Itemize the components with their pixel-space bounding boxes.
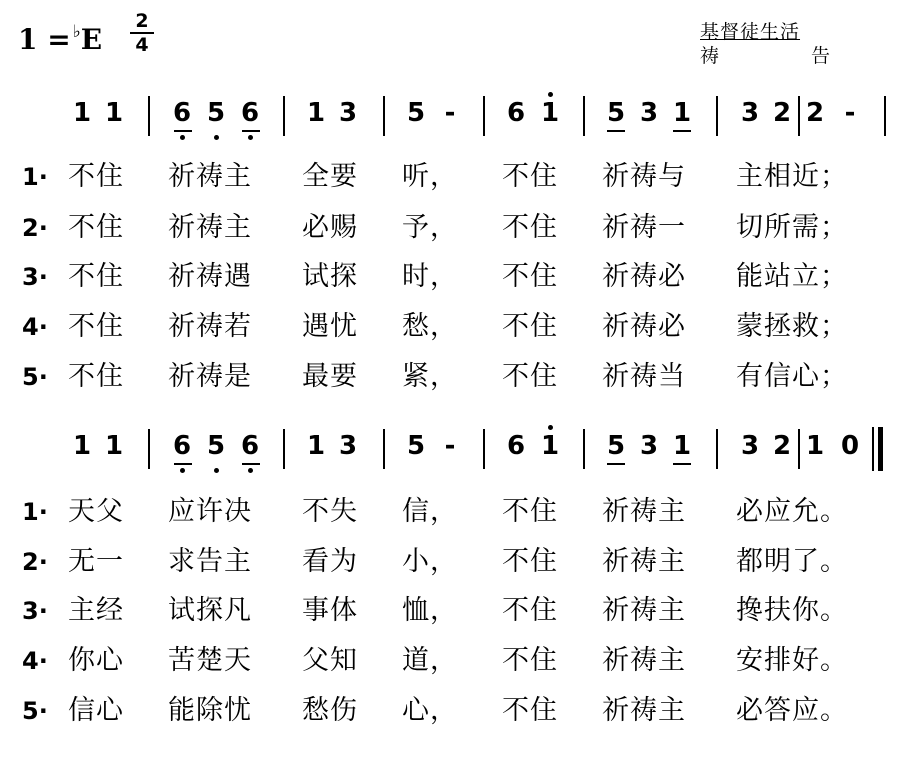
lyric-phrase: 必赐 [302, 212, 358, 243]
lyric-phrase: 祈祷当 [602, 361, 686, 392]
note: 6 [240, 98, 260, 128]
dash: - [444, 431, 456, 461]
underline [174, 130, 192, 132]
note: 3 [740, 98, 760, 128]
lyric-phrase: 祈祷主 [168, 212, 252, 243]
note: 1 [672, 431, 692, 461]
lyric-phrase: 祈祷与 [602, 161, 686, 192]
note: 5 [606, 98, 626, 128]
note: 2 [805, 98, 825, 128]
note: 3 [740, 431, 760, 461]
lyric-phrase: 求告主 [168, 546, 252, 577]
note: 1 [104, 98, 124, 128]
lyric-phrase: 苦楚天 [168, 645, 252, 676]
lyric-phrase: 必答应。 [736, 695, 848, 726]
lyric-phrase: 天父 [68, 496, 124, 527]
lyric-phrase: 心， [402, 695, 458, 726]
underline [242, 463, 260, 465]
lyric-phrase: 愁， [402, 311, 458, 342]
lyric-phrase: 安排好。 [736, 645, 848, 676]
lyric-phrase: 祈祷主 [168, 161, 252, 192]
bar-line [148, 96, 150, 136]
lyric-phrase: 不住 [502, 361, 558, 392]
note: 6 [506, 431, 526, 461]
lyric-phrase: 信， [402, 496, 458, 527]
note: 3 [338, 431, 358, 461]
time-signature [130, 10, 154, 56]
bar-line [483, 429, 485, 469]
low-octave-dot [180, 468, 185, 473]
note: 1 [306, 98, 326, 128]
verse-number: 5· [22, 697, 48, 725]
verse-number: 3· [22, 597, 48, 625]
lyric-phrase: 不住 [68, 361, 124, 392]
note: 5 [206, 431, 226, 461]
lyric-phrase: 祈祷主 [602, 695, 686, 726]
dash: - [444, 98, 456, 128]
source-title: 基督徒生活 [700, 21, 801, 43]
lyric-phrase: 祈祷必 [602, 311, 686, 342]
bar-line [283, 96, 285, 136]
verse-number: 3· [22, 263, 48, 291]
underline [242, 130, 260, 132]
lyric-phrase: 你心 [68, 645, 124, 676]
note: 5 [406, 431, 426, 461]
lyric-phrase: 不住 [68, 161, 124, 192]
lyric-phrase: 都明了。 [736, 546, 848, 577]
bar-line [383, 96, 385, 136]
bar-line [884, 96, 886, 136]
bar-line [716, 96, 718, 136]
lyric-phrase: 主相近； [736, 161, 848, 192]
high-octave-dot [548, 425, 553, 430]
lyric-phrase: 能除忧 [168, 695, 252, 726]
verse-number: 4· [22, 313, 48, 341]
low-octave-dot [248, 468, 253, 473]
lyric-phrase: 必应允。 [736, 496, 848, 527]
bar-line [583, 96, 585, 136]
lyric-phrase: 祈祷主 [602, 496, 686, 527]
bar-line [148, 429, 150, 469]
final-bar-thin [872, 427, 874, 471]
lyric-phrase: 不住 [502, 546, 558, 577]
low-octave-dot [180, 135, 185, 140]
lyric-phrase: 紧， [402, 361, 458, 392]
note: 6 [172, 98, 192, 128]
lyric-phrase: 试探凡 [168, 595, 252, 626]
bar-line [583, 429, 585, 469]
note: 3 [639, 431, 659, 461]
bar-line [798, 429, 800, 469]
lyric-phrase: 不住 [502, 161, 558, 192]
low-octave-dot [214, 135, 219, 140]
lyric-phrase: 祈祷主 [602, 546, 686, 577]
note: 3 [338, 98, 358, 128]
low-octave-dot [214, 468, 219, 473]
lyric-phrase: 予， [402, 212, 458, 243]
bar-line [383, 429, 385, 469]
lyric-phrase: 祈祷是 [168, 361, 252, 392]
lyric-phrase: 全要 [302, 161, 358, 192]
verse-number: 1· [22, 163, 48, 191]
lyric-phrase: 不住 [68, 261, 124, 292]
lyric-phrase: 事体 [302, 595, 358, 626]
lyric-phrase: 愁伤 [302, 695, 358, 726]
high-octave-dot [548, 92, 553, 97]
bar-line [716, 429, 718, 469]
lyric-phrase: 无一 [68, 546, 124, 577]
lyric-phrase: 小， [402, 546, 458, 577]
lyric-phrase: 蒙拯救； [736, 311, 848, 342]
note: 0 [840, 431, 860, 461]
note: 1 [672, 98, 692, 128]
flat-sign: ♭ [72, 22, 81, 42]
lyric-phrase: 不住 [68, 311, 124, 342]
lyric-phrase: 能站立； [736, 261, 848, 292]
underline [174, 463, 192, 465]
lyric-phrase: 恤， [402, 595, 458, 626]
note: 5 [206, 98, 226, 128]
note: 1 [540, 431, 560, 461]
lyric-phrase: 祈祷若 [168, 311, 252, 342]
lyric-phrase: 有信心； [736, 361, 848, 392]
note: 1 [104, 431, 124, 461]
verse-number: 2· [22, 214, 48, 242]
underline [673, 130, 691, 132]
time-denominator: 4 [135, 34, 149, 56]
lyric-phrase: 不住 [502, 212, 558, 243]
lyric-phrase: 应许决 [168, 496, 252, 527]
lyric-phrase: 道， [402, 645, 458, 676]
lyric-phrase: 搀扶你。 [736, 595, 848, 626]
lyric-phrase: 祈祷主 [602, 645, 686, 676]
key-prefix: 1 = [18, 23, 71, 56]
bar-line [283, 429, 285, 469]
lyric-phrase: 试探 [302, 261, 358, 292]
note: 1 [72, 431, 92, 461]
lyric-phrase: 祈祷一 [602, 212, 686, 243]
lyric-phrase: 听， [402, 161, 458, 192]
key-signature [18, 12, 102, 60]
final-bar-thick [878, 427, 883, 471]
note: 1 [306, 431, 326, 461]
note: 2 [772, 98, 792, 128]
low-octave-dot [248, 135, 253, 140]
lyric-phrase: 不住 [502, 496, 558, 527]
lyric-phrase: 看为 [302, 546, 358, 577]
dash: - [844, 98, 856, 128]
lyric-phrase: 不住 [68, 212, 124, 243]
note: 6 [240, 431, 260, 461]
key-letter: E [80, 23, 103, 56]
note: 6 [172, 431, 192, 461]
lyric-phrase: 祈祷必 [602, 261, 686, 292]
lyric-phrase: 信心 [68, 695, 124, 726]
lyric-phrase: 时， [402, 261, 458, 292]
lyric-phrase: 父知 [302, 645, 358, 676]
verse-number: 2· [22, 548, 48, 576]
note: 1 [540, 98, 560, 128]
lyric-phrase: 不住 [502, 261, 558, 292]
lyric-phrase: 不住 [502, 595, 558, 626]
bar-line [798, 96, 800, 136]
note: 3 [639, 98, 659, 128]
verse-number: 1· [22, 498, 48, 526]
lyric-phrase: 遇忧 [302, 311, 358, 342]
lyric-phrase: 不住 [502, 645, 558, 676]
note: 1 [805, 431, 825, 461]
note: 2 [772, 431, 792, 461]
underline [607, 463, 625, 465]
note: 5 [606, 431, 626, 461]
lyric-phrase: 不失 [302, 496, 358, 527]
lyric-phrase: 祈祷遇 [168, 261, 252, 292]
time-numerator: 2 [130, 10, 154, 34]
category-label: 祷告 [700, 45, 830, 67]
bar-line [483, 96, 485, 136]
lyric-phrase: 不住 [502, 311, 558, 342]
verse-number: 5· [22, 363, 48, 391]
verse-number: 4· [22, 647, 48, 675]
lyric-phrase: 祈祷主 [602, 595, 686, 626]
lyric-phrase: 不住 [502, 695, 558, 726]
note: 6 [506, 98, 526, 128]
note: 5 [406, 98, 426, 128]
lyric-phrase: 最要 [302, 361, 358, 392]
source-info [700, 20, 830, 68]
lyric-phrase: 切所需； [736, 212, 848, 243]
lyric-phrase: 主经 [68, 595, 124, 626]
note: 1 [72, 98, 92, 128]
underline [673, 463, 691, 465]
underline [607, 130, 625, 132]
